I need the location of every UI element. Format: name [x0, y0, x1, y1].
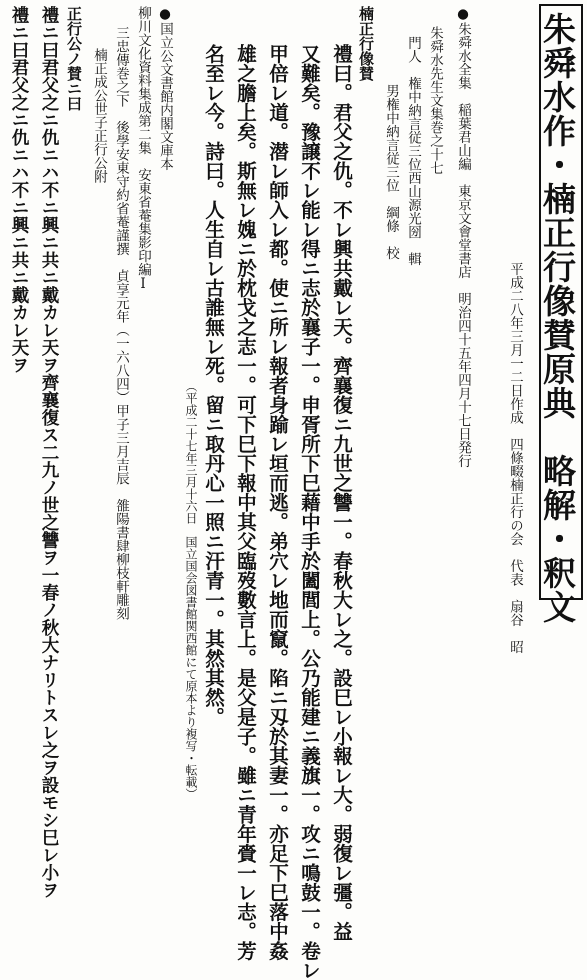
source1-line1: [456, 6, 470, 468]
bullet-icon: ●: [157, 6, 173, 22]
source2-line2: 柳川文化資料集成第二集 安東省菴集影印編Ⅰ: [135, 6, 151, 292]
creation-info: 平成二八年三月一二日作成 四條畷楠正行の会 代表 扇谷 昭: [507, 262, 523, 654]
section1-heading: 楠正行像賛: [357, 6, 375, 81]
section2-heading: 正行公ノ賛ニ曰: [65, 6, 83, 111]
source1-line4: 男権中納言従三位 綱條 校: [383, 84, 399, 260]
source2-line1: [158, 6, 172, 171]
body-line-3: 甲倍レ道。潜レ師入レ都。使ニ所レ報者身踰レ垣而逃。弟穴レ地而竄。陷ニ刄於其妻一。亦足下巳落中姦: [266, 44, 289, 961]
body-line-2: 又難矣。豫譲不レ能レ得ニ志於襄子一。申胥所下巳藉中手於闔閭上。公乃能建ニ義旗一。攻ニ鳴鼓一。卷レ: [298, 44, 321, 980]
body-line-1: 禮曰。君父之仇。不レ興共戴レ天。齊襄復ニ九世之讐一。春秋大レ之。設巳レ小報レ大。弱復レ彊。益: [330, 44, 353, 941]
body-line-4: 雄之膽上矣。斯無レ媿ニ於枕戈之志一。可下巳下報中其父臨歿數言上。是父是子。雖ニ青年賫一レ志。芳: [234, 44, 257, 961]
source1-l1: 朱舜水全集 稲葉君山編 東京文會堂書店 明治四十五年四月十七日発行: [455, 22, 471, 468]
body-line-5: 名至レ今。詩曰。人生自レ古誰無レ死。留ニ取丹心一照ニ汗青一。其然其然。: [202, 44, 225, 727]
source2-line3: 三忠傳巻之下 後學安東守約省菴謹撰 貞享元年（一六八四）甲子三月吉辰 雒陽書肆柳枝軒雕刻: [113, 26, 129, 620]
bullet-icon: ●: [455, 6, 471, 22]
page-title: 朱舜水作・楠正行像賛原典 略解・釈文: [538, 12, 577, 624]
kanbun-line-1: 禮ニ曰君父之ニ仇ニハ不ニ興ニ共ニ戴カレ天ヲ齊襄復ス二九ノ世之讐ヲ一春ノ秋大ナリトスレ之ヲ設モシ巳レ小ヲ: [39, 6, 59, 899]
source1-line3: 門人 権中納言従三位西山源光圀 輯: [405, 36, 421, 266]
source1-line2: 朱舜水先生文集巻之十七: [427, 26, 443, 175]
source2-l1: 国立公文書館内閣文庫本: [157, 22, 173, 171]
source2-line4: 楠正成公世子正行公附: [91, 48, 107, 183]
kanbun-line-2: 禮ニ曰君父之ニ仇ニハ不ニ興ニ共ニ戴カレ天ヲ: [9, 6, 29, 374]
source-note: （平成二十七年三月十六日 国立国会図書館関西館にて原本より複写・転載）: [184, 380, 198, 800]
title-box: [538, 4, 583, 624]
